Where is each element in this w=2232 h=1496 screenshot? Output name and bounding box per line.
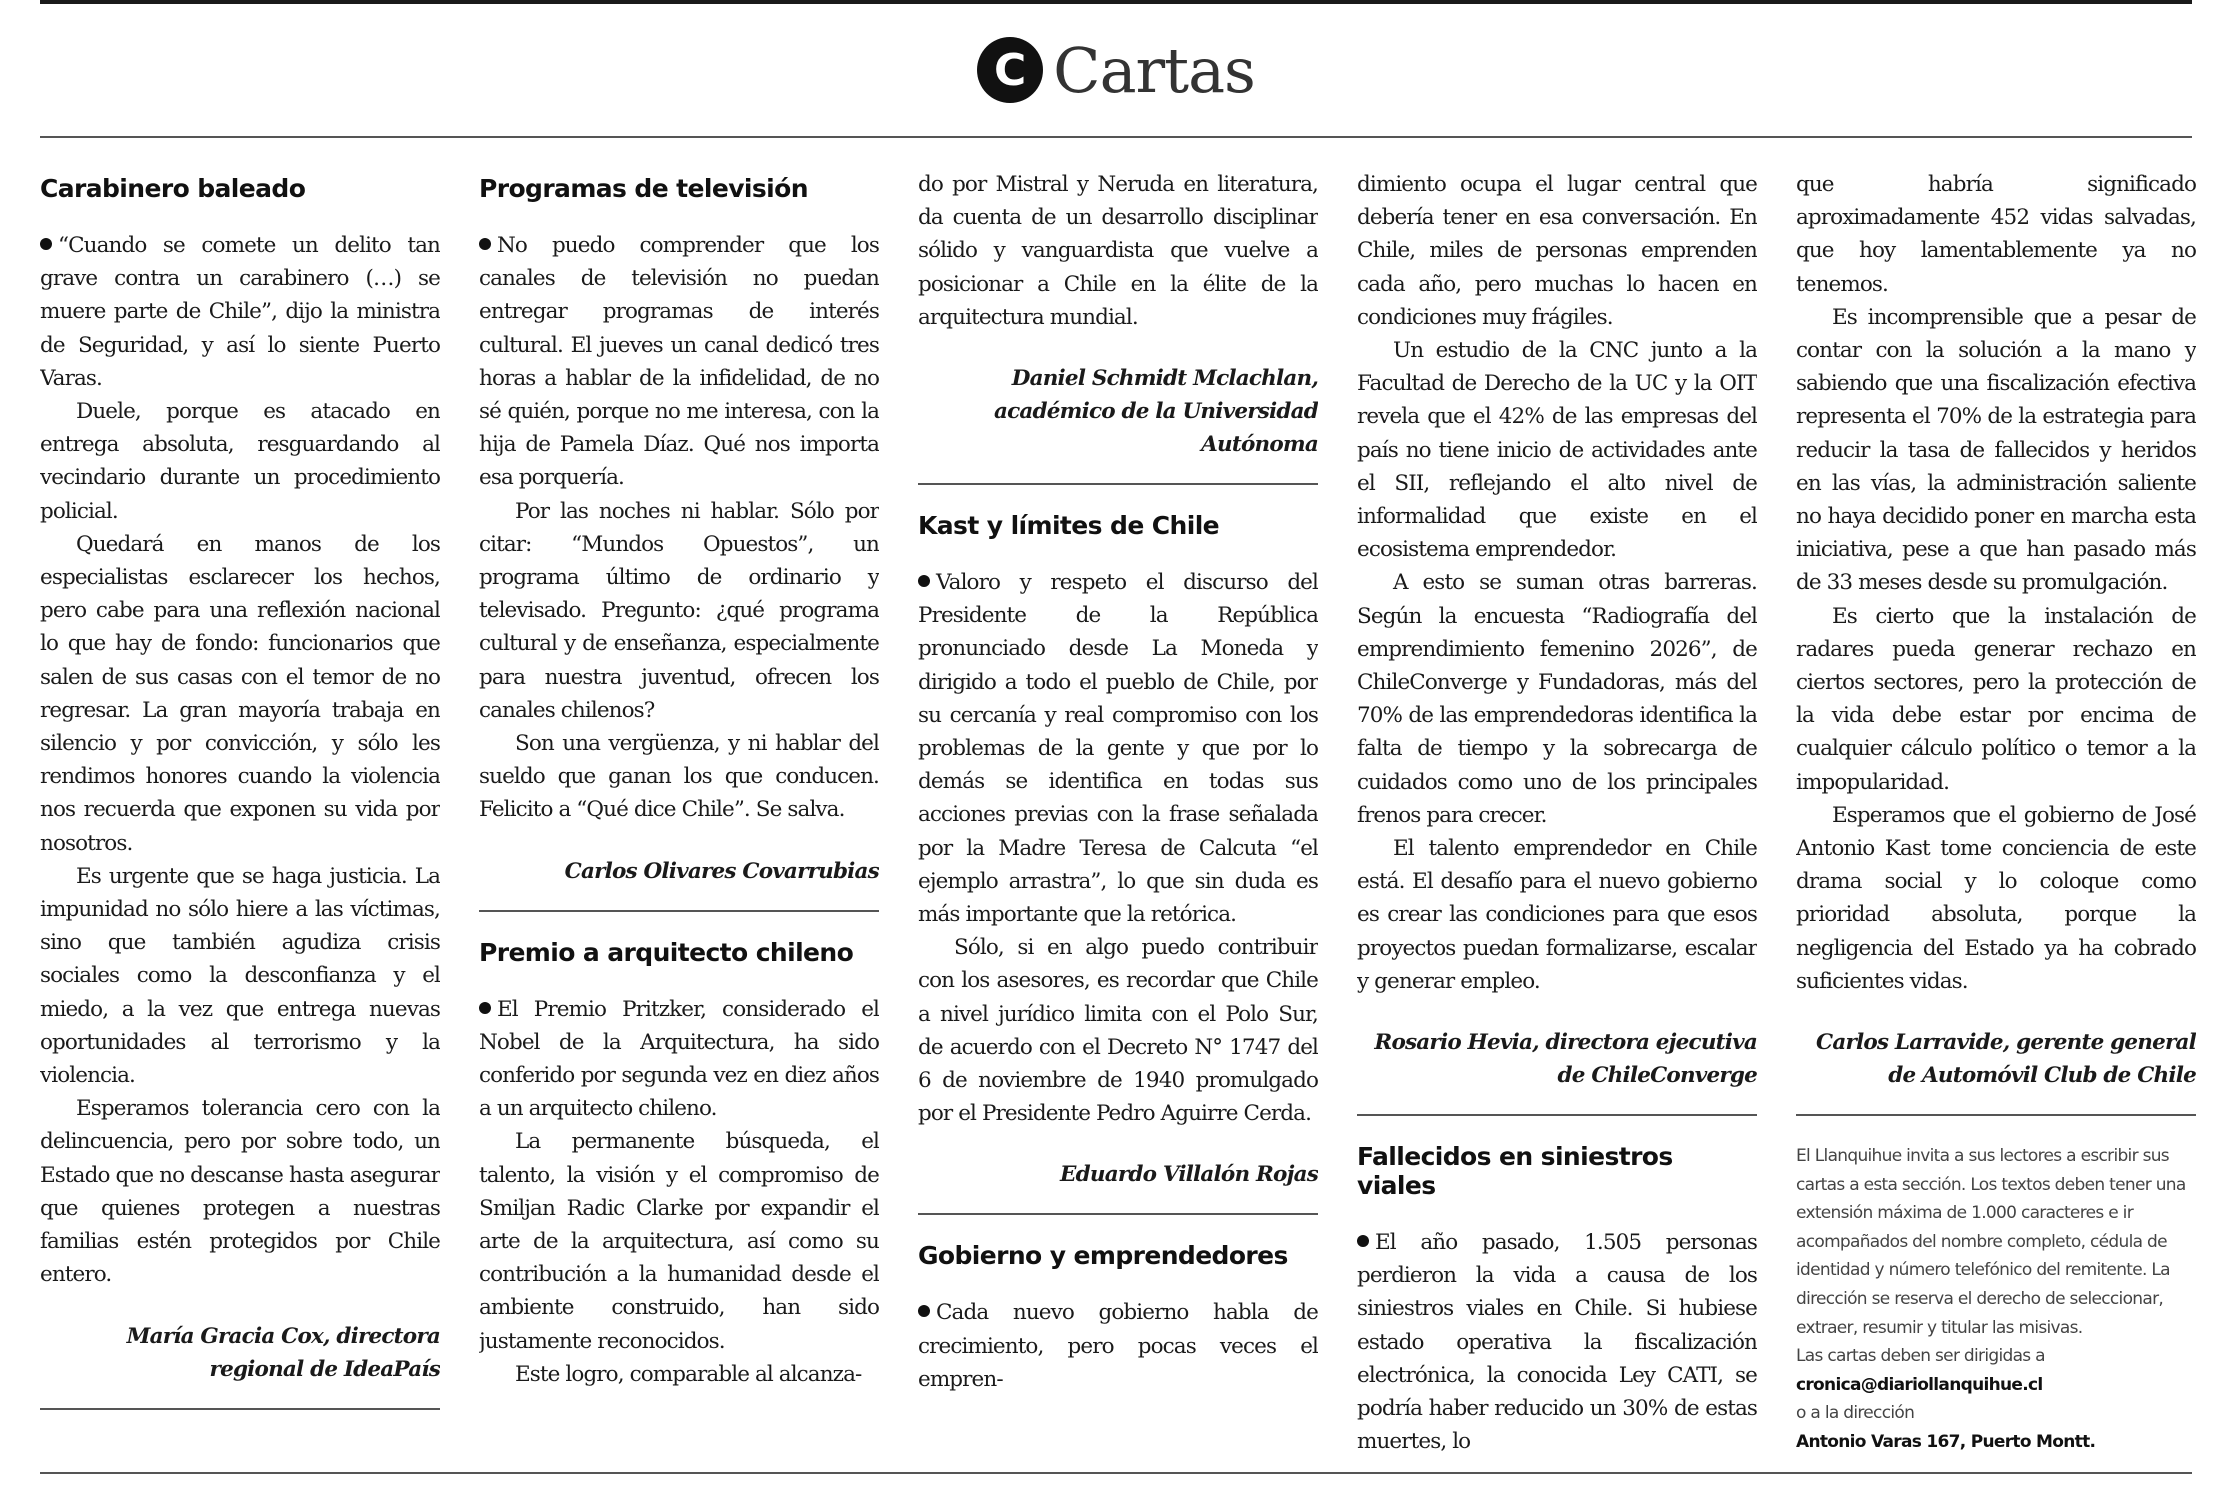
letter-headline: Fallecidos en siniestros viales (1357, 1142, 1673, 1201)
letter-paragraph: El talento emprendedor en Chile está. El desafío para el nuevo gobierno es crear las condiciones para que esos proyectos puedan formalizarse, escalar y generar empleo. (1357, 836, 1757, 994)
letter-paragraph: Esperamos que el gobierno de José Antonio Kast tome conciencia de este drama social y lo coloque como prioridad absoluta, porque la negligencia del Estado ya ha cobrado suficientes vidas. (1796, 802, 2196, 994)
letter-paragraph: No puedo comprender que los canales de televisión no puedan entregar programas de interés cultural. El jueves un canal dedicó tres horas a hablar de la infidelidad, de no sé quién, porque no me interesa, con la hija de Pamela Díaz. Qué nos importa esa porquería. (479, 233, 879, 491)
letter-paragraph: Duele, porque es atacado en entrega absoluta, resguardando al vecindario durante un procedimiento policial. (40, 399, 440, 524)
letter-paragraph: El año pasado, 1.505 personas perdieron la vida a causa de los siniestros viales en Chile. Si hubiese estado operativa la fiscalización electrónica, la conocida Ley CATI, se podría haber reducido un 30% de estas muertes, lo (1357, 1230, 1757, 1455)
letter-headline: Kast y límites de Chile (918, 511, 1220, 541)
submission-info-text: o a la dirección (1796, 1403, 1915, 1424)
submission-info-text: El Llanquihue invita a sus lectores a escribir sus cartas a esta sección. Los textos deben tener una extensión máxima de 1.000 caracteres e ir acompañados del nombre completo, cédula de identidad y número telefónico del remitente. La dirección se reserva el derecho de seleccionar, extraer, resumir y titular las misivas. (1796, 1146, 2186, 1338)
contact-address: Antonio Varas 167, Puerto Montt. (1796, 1432, 2096, 1453)
submission-info-text: Las cartas deben ser dirigidas a (1796, 1346, 2045, 1367)
column-2 (479, 168, 879, 1464)
letter-paragraph: Un estudio de la CNC junto a la Facultad de Derecho de la UC y la OIT revela que el 42% de las empresas del país no tiene inicio de actividades ante el SII, reflejando el alto nivel de informalidad que existe en el ecosistema emprendedor. (1357, 338, 1757, 563)
letter-paragraph: Cada nuevo gobierno habla de crecimiento, pero pocas veces el empren- (918, 1300, 1318, 1392)
bottom-rule (40, 1472, 2192, 1474)
letter-signature: María Gracia Cox, directora regional de IdeaPaís (126, 1323, 440, 1382)
bullet-icon (918, 575, 930, 587)
letter-paragraph: A esto se suman otras barreras. Según la encuesta “Radiografía del emprendimiento femenino 2026”, de ChileConverge y Fundadoras, más del 70% de las emprendedoras identifica la falta de tiempo y la sobrecarga de cuidados como uno de los principales frenos para crecer. (1357, 570, 1757, 828)
bullet-icon (479, 1002, 491, 1014)
letter-signature: Rosario Hevia, directora ejecutiva de ChileConverge (1374, 1030, 1757, 1089)
letter-divider (1796, 1114, 2196, 1116)
letter-paragraph: do por Mistral y Neruda en literatura, da cuenta de un desarrollo disciplinar sólido y vanguardista que vuelve a posicionar a Chile en la élite de la arquitectura mundial. (918, 172, 1318, 330)
column-5 (1796, 168, 2196, 1464)
letter-paragraph: Es urgente que se haga justicia. La impunidad no sólo hiere a las víctimas, sino que también agudiza crisis sociales como la desconfianza y el miedo, a la vez que entrega nuevas oportunidades al terrorismo y la violencia. (40, 863, 440, 1089)
letter-signature: Eduardo Villalón Rojas (1060, 1162, 1318, 1188)
letter-paragraph: Es incomprensible que a pesar de contar con la solución a la mano y sabiendo que una fiscalización efectiva representa el 70% de la estrategia para reducir la tasa de fallecidos y heridos en las vías, la administración saliente no haya decidido poner en marcha esta iniciativa, pese a que han pasado más de 33 meses desde su promulgación. (1796, 304, 2196, 596)
letter-signature: Carlos Olivares Covarrubias (564, 858, 879, 884)
letter-paragraph: dimiento ocupa el lugar central que debería tener en esa conversación. En Chile, miles de personas emprenden cada año, pero muchas lo hacen en condiciones muy frágiles. (1357, 172, 1757, 330)
letter-divider (1357, 1114, 1757, 1116)
letter-divider (479, 910, 879, 912)
letter-signature: Carlos Larravide, gerente general de Automóvil Club de Chile (1816, 1030, 2196, 1089)
letter-divider (918, 1213, 1318, 1215)
column-4 (1357, 168, 1757, 1464)
letter-paragraph: Es cierto que la instalación de radares pueda generar rechazo en ciertos sectores, pero la protección de la vida debe estar por encima de cualquier cálculo político o temor a la impopularidad. (1796, 603, 2196, 795)
header-rule (40, 136, 2192, 138)
letter-divider (40, 1408, 440, 1410)
letter-paragraph: “Cuando se comete un delito tan grave contra un carabinero (…) se muere parte de Chile”, dijo la ministra de Seguridad, y así lo siente Puerto Varas. (40, 233, 440, 391)
column-1 (40, 168, 440, 1464)
letter-paragraph: La permanente búsqueda, el talento, la visión y el compromiso de Smiljan Radic Clarke por expandir el arte de la arquitectura, así como su contribución a la humanidad desde el ambiente construido, han sido justamente reconocidos. (479, 1129, 879, 1354)
letter-paragraph: Son una vergüenza, y ni hablar del sueldo que ganan los que conducen. Felicito a “Qué dice Chile”. Se salva. (479, 731, 879, 823)
bullet-icon (40, 238, 52, 250)
section-masthead (0, 30, 2232, 110)
letter-paragraph: que habría significado aproximadamente 452 vidas salvadas, que hoy lamentablemente ya no tenemos. (1796, 172, 2196, 297)
letter-headline: Programas de televisión (479, 174, 808, 203)
letter-paragraph: Este logro, comparable al alcanza- (515, 1361, 862, 1387)
letter-paragraph: Por las noches ni hablar. Sólo por citar: “Mundos Opuestos”, un programa último de ordinario y televisado. Pregunto: ¿qué programa cultural y de enseñanza, especialmente para nuestra juventud, ofrecen los canales chilenos? (479, 498, 879, 723)
letter-headline: Carabinero baleado (40, 174, 306, 203)
letter-paragraph: Valoro y respeto el discurso del Presidente de la República pronunciado desde La Moneda y dirigido a todo el pueblo de Chile, por su cercanía y real compromiso con los problemas de la gente y que por lo demás se identifica en todas sus acciones previas con la frase señalada por la Madre Teresa de Calcuta “el ejemplo arrastra”, lo que sin duda es más importante que la retórica. (918, 570, 1318, 928)
letter-headline: Premio a arquitecto chileno (479, 937, 854, 967)
submission-info-box (1796, 1142, 2196, 1457)
letter-headline: Gobierno y emprendedores (918, 1241, 1288, 1271)
top-rule (40, 0, 2192, 4)
letter-divider (918, 483, 1318, 485)
letter-paragraph: Sólo, si en algo puedo contribuir con los asesores, es recordar que Chile a nivel jurídico limita con el Polo Sur, de acuerdo con el Decreto N° 1747 del 6 de noviembre de 1940 promulgado por el Presidente Pedro Aguirre Cerda. (918, 935, 1318, 1127)
bullet-icon (479, 238, 491, 250)
letter-paragraph: Quedará en manos de los especialistas esclarecer los hechos, pero cabe para una reflexión nacional lo que hay de fondo: funcionarios que salen de sus casas con el temor de no regresar. La gran mayoría trabaja en silencio y por convicción, y sólo les rendimos honores cuando la violencia nos recuerda que exponen su vida por nosotros. (40, 531, 440, 856)
letter-paragraph: El Premio Pritzker, considerado el Nobel de la Arquitectura, ha sido conferido por segunda vez en diez años a un arquitecto chileno. (479, 996, 879, 1122)
column-3 (918, 168, 1318, 1464)
bullet-icon (1357, 1235, 1369, 1247)
contact-email-link[interactable]: cronica@diariollanquihue.cl (1796, 1374, 2043, 1395)
bullet-icon (918, 1305, 930, 1317)
section-title: Cartas (1053, 33, 1255, 107)
letter-signature: Daniel Schmidt Mclachlan, académico de la Universidad Autónoma (994, 366, 1318, 458)
letter-paragraph: Esperamos tolerancia cero con la delincuencia, pero por sobre todo, un Estado que no descanse hasta asegurar que quienes protegen a nuestras familias estén protegidos por Chile entero. (40, 1096, 440, 1288)
section-logo-icon: C (977, 37, 1043, 103)
